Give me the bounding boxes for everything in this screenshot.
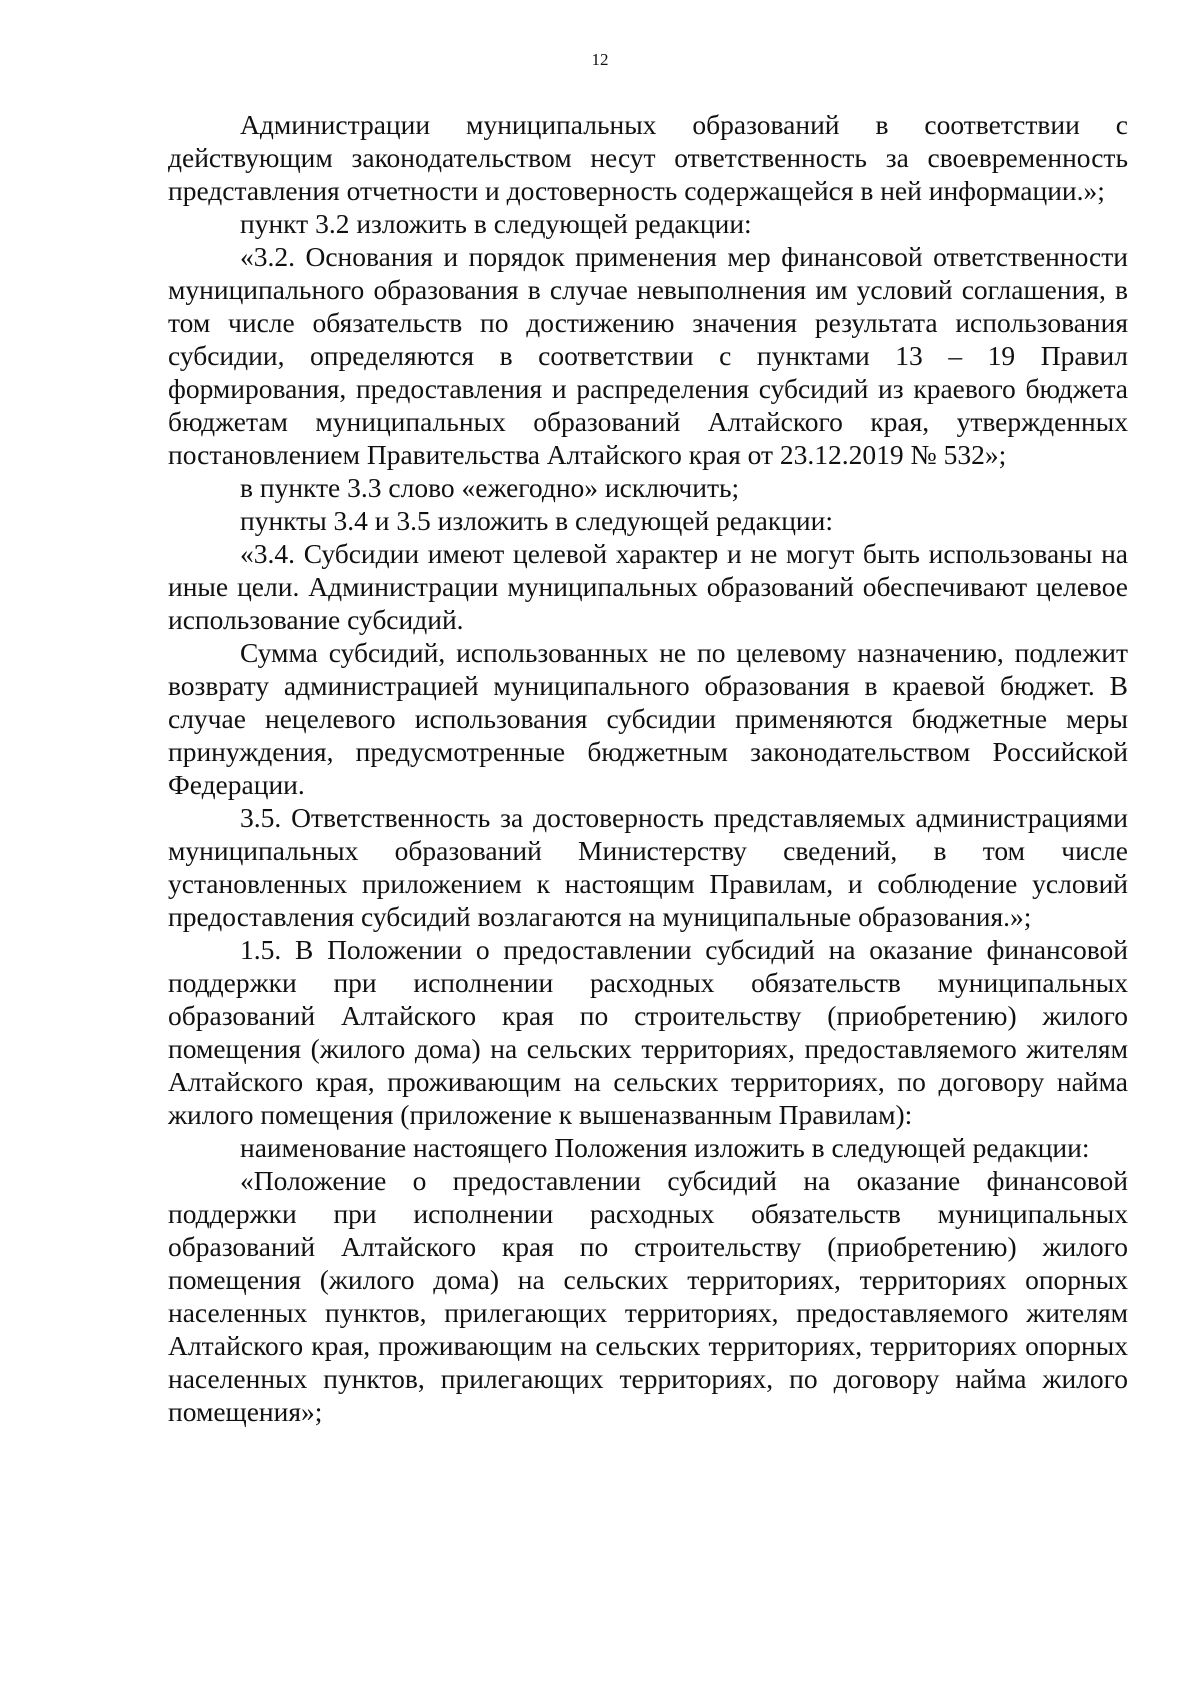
paragraph: пункты 3.4 и 3.5 изложить в следующей редакции: xyxy=(240,505,833,536)
paragraph: 1.5. В Положении о предоставлении субсидий на оказание финансовой поддержки при исполнении расходных обязательств муниципальных образований Алтайского края по строительству (приобретению) жилого помещения (жилого дома) на сельских территориях, предоставляемого жителям Алтайского края, проживающим на сельских территориях, по договору найма жилого помещения (приложение к вышеназванным Правилам): xyxy=(168,934,1128,1130)
paragraph: в пункте 3.3 слово «ежегодно» исключить; xyxy=(240,472,740,503)
paragraph: «Положение о предоставлении субсидий на оказание финансовой поддержки при исполнении расходных обязательств муниципальных образований Алтайского края по строительству (приобретению) жилого помещения (жилого дома) на сельских территориях, территориях опорных населенных пунктов, прилегающих территориях, предоставляемого жителям Алтайского края, проживающим на сельских территориях, территориях опорных населенных пунктов, прилегающих территориях, по договору найма жилого помещения»; xyxy=(168,1165,1128,1427)
paragraph: Администрации муниципальных образований в соответствии с действующим законодательством несут ответственность за своевременность представления отчетности и достоверность содержащейся в ней информации.»; xyxy=(168,109,1128,206)
paragraph: пункт 3.2 изложить в следующей редакции: xyxy=(240,208,752,239)
paragraph: 3.5. Ответственность за достоверность представляемых администрациями муниципальных образований Министерству сведений, в том числе установленных приложением к настоящим Правилам, и соблюдение условий предоставления субсидий возлагаются на муниципальные образования.»; xyxy=(168,802,1128,932)
page-number: 12 xyxy=(591,50,609,69)
document-body xyxy=(168,108,1128,1428)
paragraph: «3.2. Основания и порядок применения мер финансовой ответственности муниципального образования в случае невыполнения им условий соглашения, в том числе обязательств по достижению значения результата использования субсидии, определяются в соответствии с пунктами 13 – 19 Правил формирования, предоставления и распределения субсидий из краевого бюджета бюджетам муниципальных образований Алтайского края, утвержденных постановлением Правительства Алтайского края от 23.12.2019 № 532»; xyxy=(168,241,1128,470)
paragraph: «3.4. Субсидии имеют целевой характер и не могут быть использованы на иные цели. Администрации муниципальных образований обеспечивают целевое использование субсидий. xyxy=(168,538,1128,635)
paragraph: наименование настоящего Положения изложить в следующей редакции: xyxy=(240,1132,1090,1163)
paragraph: Сумма субсидий, использованных не по целевому назначению, подлежит возврату администрацией муниципального образования в краевой бюджет. В случае нецелевого использования субсидии применяются бюджетные меры принуждения, предусмотренные бюджетным законодательством Российской Федерации. xyxy=(168,637,1128,800)
